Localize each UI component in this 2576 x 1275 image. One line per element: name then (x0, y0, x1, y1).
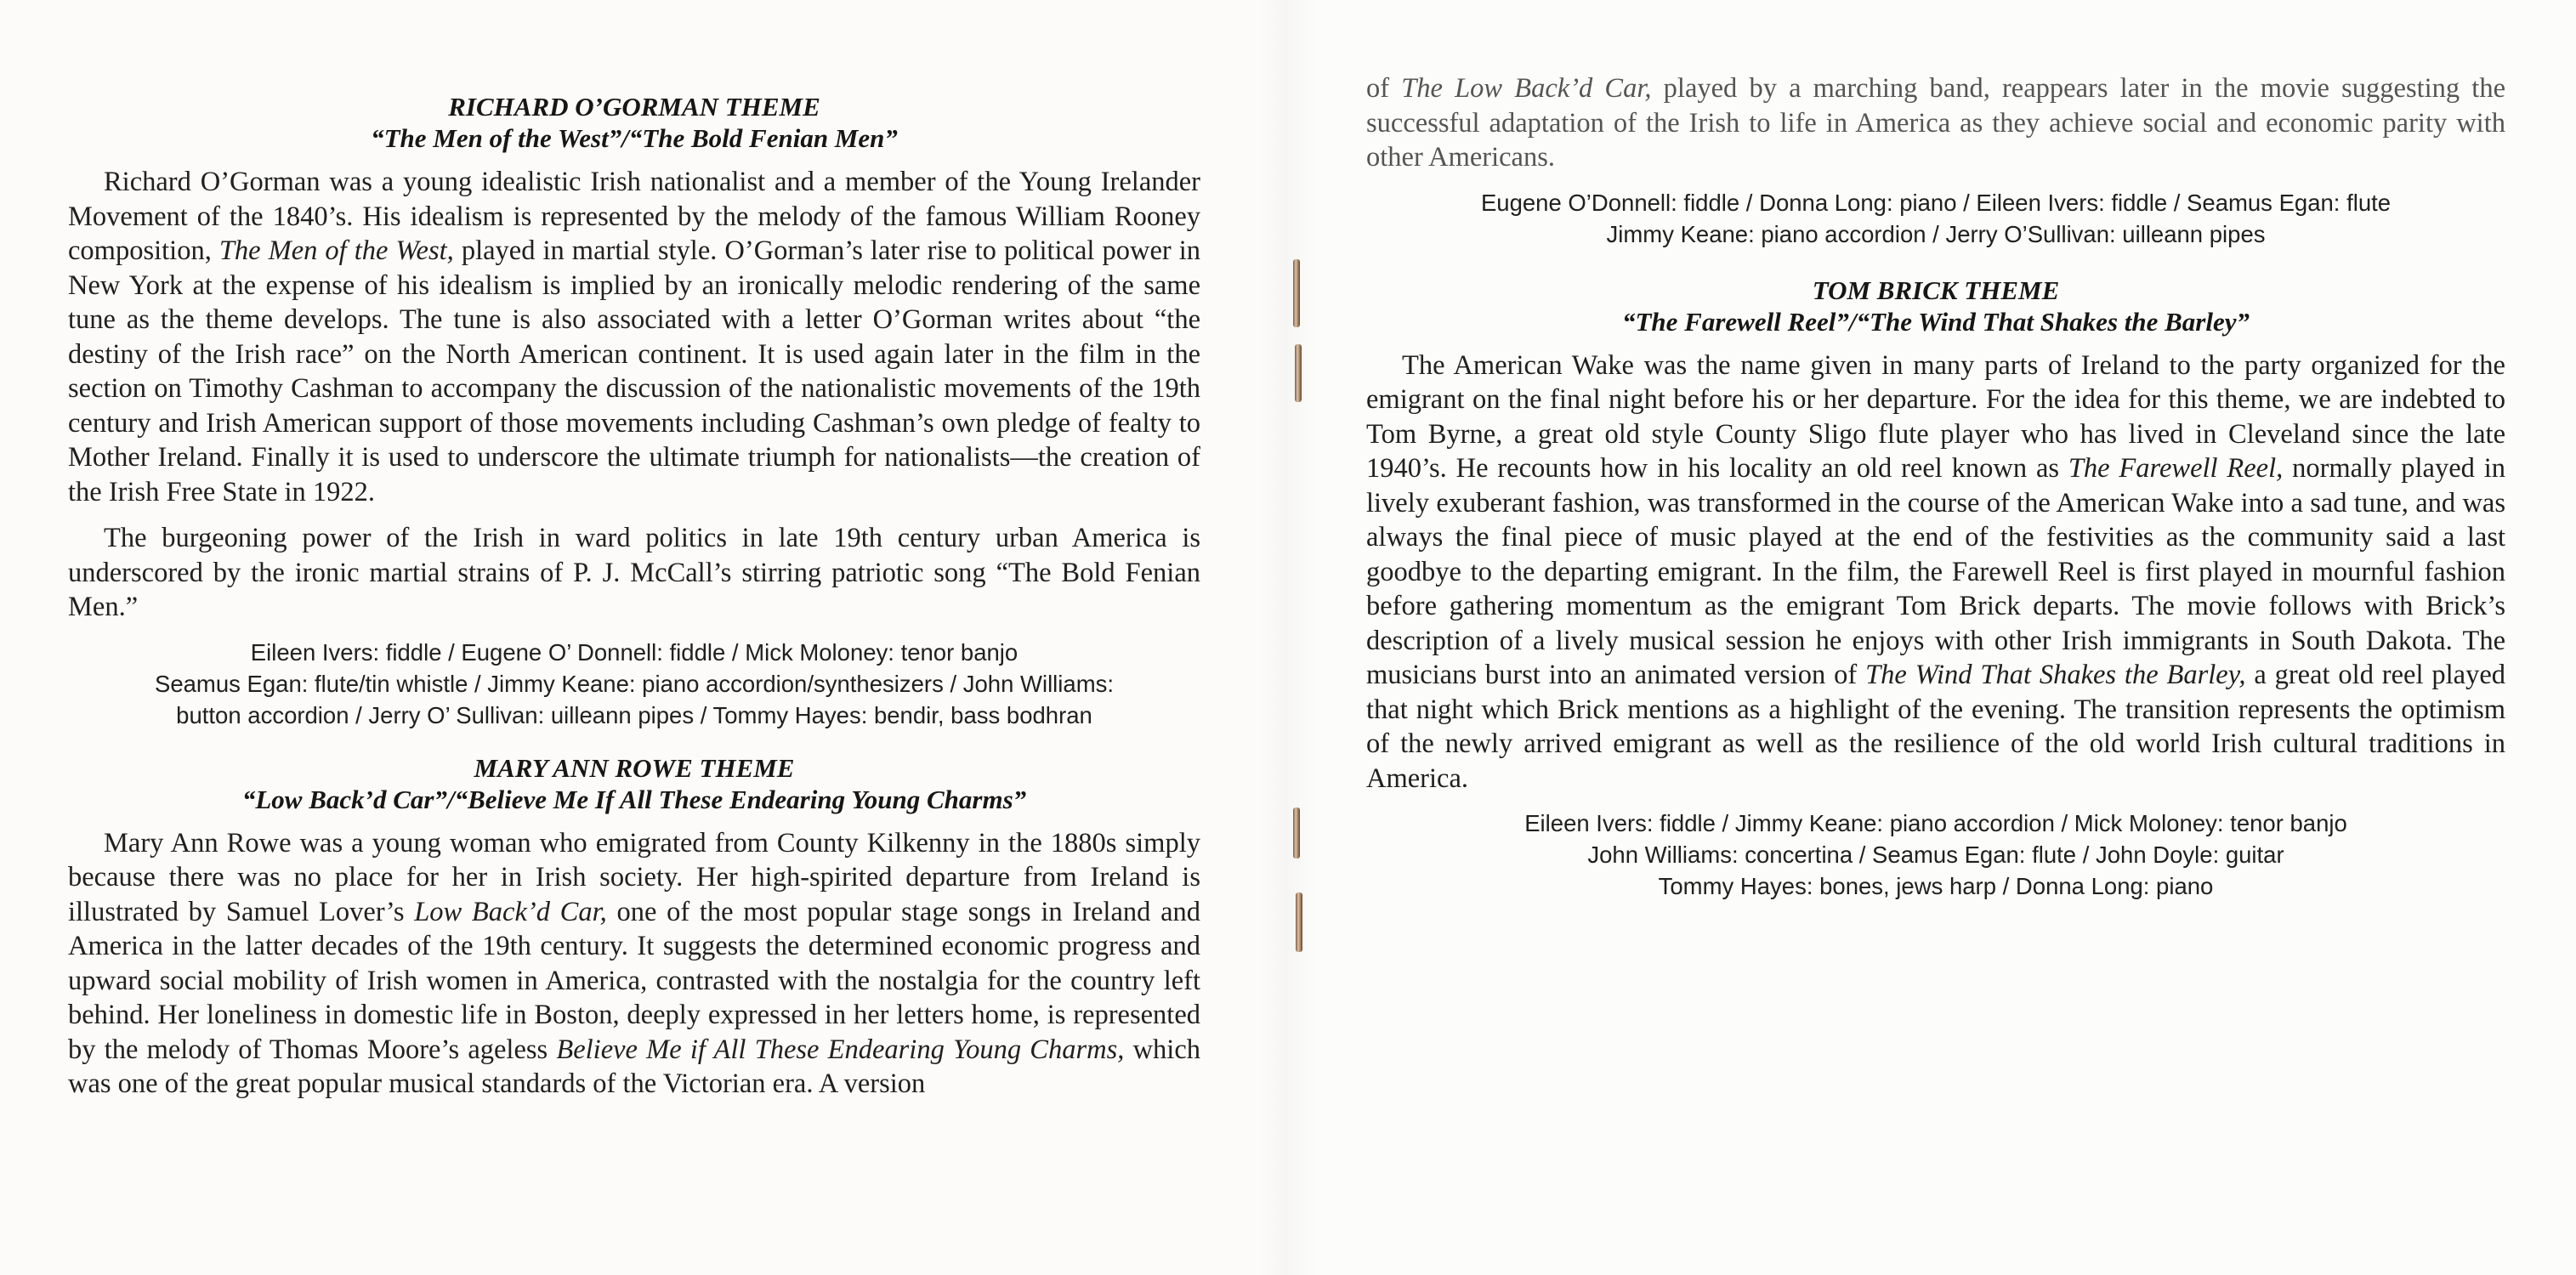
credit-line: John Williams: concertina / Seamus Egan: flute / John Doyle: guitar (1587, 842, 2284, 868)
staple-bottom (1293, 808, 1300, 858)
song-title: Low Back’d Car, (414, 896, 607, 927)
section-title: MARY ANN ROWE THEME (474, 752, 795, 783)
section-subtitle: “Low Back’d Car”/“Believe Me If All These Endearing Young Charms” (241, 784, 1027, 814)
right-column (1366, 71, 2505, 924)
body-paragraph: The burgeoning power of the Irish in ward politics in late 19th century urban America is underscored by the ironic martial strains of P. J. McCall’s stirring patriotic song “The Bold Fenian Men.” (68, 523, 1200, 622)
song-title: Believe Me if All These Endearing Young Charms, (556, 1034, 1125, 1065)
musician-credits (68, 637, 1200, 731)
credit-line: Eugene O’Donnell: fiddle / Donna Long: piano / Eileen Ivers: fiddle / Seamus Egan: flute (1480, 189, 2392, 216)
credit-line: Eileen Ivers: fiddle / Jimmy Keane: piano accordion / Mick Moloney: tenor banjo (1524, 810, 2347, 836)
staple-top-lower (1295, 344, 1302, 402)
credit-line: button accordion / Jerry O’ Sullivan: uilleann pipes / Tommy Hayes: bendir, bass bodhran (176, 701, 1092, 728)
book-gutter (1258, 0, 1318, 1275)
credit-line: Seamus Egan: flute/tin whistle / Jimmy Keane: piano accordion/synthesizers / John Williams: (155, 670, 1114, 697)
musician-credits (1366, 808, 2505, 902)
credit-line: Jimmy Keane: piano accordion / Jerry O’Sullivan: uilleann pipes (1606, 220, 2266, 247)
section-title: RICHARD O’GORMAN THEME (448, 92, 820, 122)
staple-bottom-lower (1296, 892, 1302, 952)
body-paragraph: Richard O’Gorman was a young idealistic Irish nationalist and a member of the Young Irelander Movement of the 1840’s. His idealism is represented by the melody of the famous William Rooney composition, The Men of the West, played in martial style. O’Gorman’s later rise to political power in New York at the expense of his idealism is implied by an ironically melodic rendering of the same tune as the theme develops. The tune is also associated with a letter O’Gorman writes about “the destiny of the Irish race” on the North American continent. It is used again later in the film in the section on Timothy Cashman to accompany the discussion of the nationalistic movements of the 19th century and Irish American support of those movements including Cashman’s own pledge of fealty to Mother Ireland. Finally it is used to underscore the ultimate triumph for nationalists—the creation of the Irish Free State in 1922. (68, 167, 1200, 507)
song-title: The Farewell Reel, (2068, 453, 2284, 484)
credit-line: Eileen Ivers: fiddle / Eugene O’ Donnell: fiddle / Mick Moloney: tenor banjo (250, 638, 1018, 666)
song-title: The Wind That Shakes the Barley, (1865, 660, 2246, 690)
credit-line: Tommy Hayes: bones, jews harp / Donna Long: piano (1658, 873, 2214, 899)
musician-credits (1366, 187, 2505, 250)
continued-paragraph: of The Low Back’d Car, played by a marching band, reappears later in the movie suggesting the successful adaptation of the Irish to life in America as they achieve social and economic parity with other Americans. (1366, 73, 2506, 173)
section-subtitle: “The Farewell Reel”/“The Wind That Shakes the Barley” (1622, 306, 2250, 337)
section-title: TOM BRICK THEME (1812, 275, 2060, 305)
left-column (68, 92, 1200, 1114)
staple-top (1293, 259, 1300, 327)
song-title: The Low Back’d Car, (1401, 73, 1652, 104)
section-subtitle: “The Men of the West”/“The Bold Fenian Men” (371, 123, 898, 153)
body-paragraph: Mary Ann Rowe was a young woman who emigrated from County Kilkenny in the 1880s simply because there was no place for her in Irish society. Her high-spirited departure from Ireland is illustrated by Samuel Lover’s Low Back’d Car, one of the most popular stage songs in Ireland and America in the latter decades of the 19th century. It suggests the determined economic progress and upward social mobility of Irish women in America, contrasted with the nostalgia for the country left behind. Her loneliness in domestic life in Boston, deeply expressed in her letters home, is represented by the melody of Thomas Moore’s ageless Believe Me if All These Endearing Young Charms, which was one of the great popular musical standards of the Victorian era. A version (68, 827, 1200, 1099)
song-title: The Men of the West, (218, 235, 454, 266)
body-paragraph: The American Wake was the name given in many parts of Ireland to the party organized for the emigrant on the final night before his or her departure. For the idea for this theme, we are indebted to Tom Byrne, a great old style County Sligo flute player who has lived in Cleveland since the late 1940’s. He recounts how in his locality an old reel known as The Farewell Reel, normally played in lively exuberant fashion, was transformed in the course of the American Wake into a sad tune, and was always the final piece of music played at the end of the festivities as the community said a last goodbye to the departing emigrant. In the film, the Farewell Reel is first played in mournful fashion before gathering momentum as the emigrant Tom Brick departs. The movie follows with Brick’s description of a lively musical session he enjoys with other Irish immigrants in South Dakota. The musicians burst into an animated version of The Wind That Shakes the Barley, a great old reel played that night which Brick mentions as a highlight of the evening. The transition represents the optimism of the newly arrived emigrant as well as the resilience of the old world Irish cultural traditions in America. (1366, 349, 2505, 794)
